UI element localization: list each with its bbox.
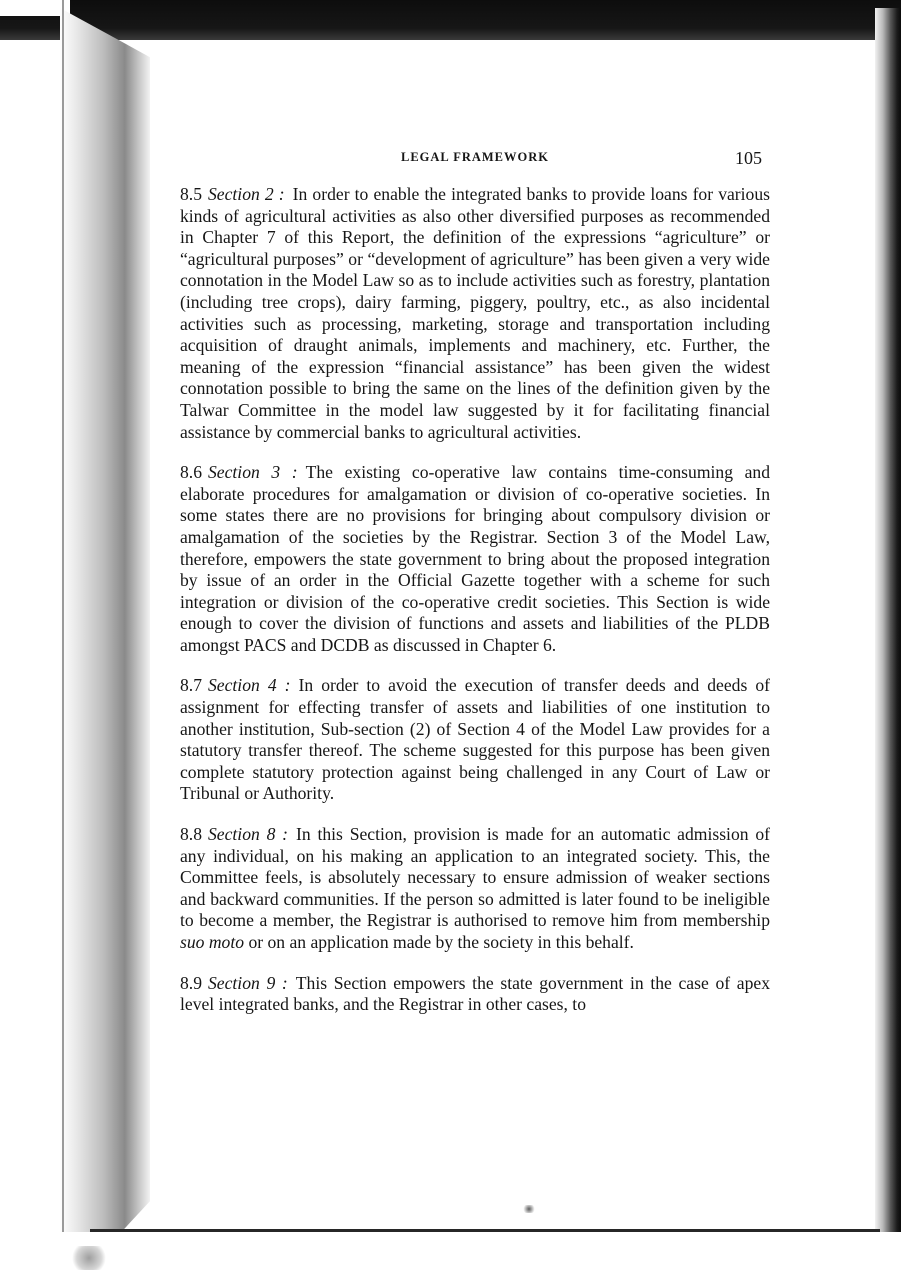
paragraph-text: This Section empowers the state government in the case of apex level integrated banks, and the Registrar in other cases, to	[180, 972, 770, 1015]
paragraph-text: In this Section, provision is made for an automatic admission of any individual, on his making an application to an integrated society. This, the Committee feels, is absolutely necessary to ensure admission of weaker sections and backward communities. If the person so admitted is later found to be ineligible to become a member, the Registrar is authorised to remove him from membership	[180, 824, 770, 931]
paragraph-text: In order to enable the integrated banks to provide loans for various kinds of agricultural activities as also other diversified purposes as recommended in Chapter 7 of this Report, the definition of the expressions “agriculture” or “agricultural purposes” or “development of agriculture” has been given a very wide connotation in the Model Law so as to include activities such as forestry, plantation (including tree crops), dairy farming, piggery, poultry, etc., as also incidental activities such as processing, marketing, storage and transportation including acquisition of draught animals, implements and machinery, etc. Further, the meaning of the expression “financial assistance” has been given the widest connotation possible to bring the same on the lines of the definition given by the Talwar Committee in the model law suggested by it for facilitating financial assistance by commercial banks to agricultural activities.	[180, 184, 770, 442]
paragraph-number: 8.8	[180, 824, 202, 845]
page-left-edge	[62, 0, 64, 1240]
paragraph-number: 8.9	[180, 972, 202, 993]
book-page	[180, 148, 770, 1208]
paragraph-number: 8.7	[180, 675, 202, 696]
paragraph-number: 8.5	[180, 184, 202, 204]
running-title: LEGAL FRAMEWORK	[401, 150, 549, 164]
paragraph-text: In order to avoid the execution of transfer deeds and deeds of assignment for effecting transfer of assets and liabilities of one institution to another institution, Sub-section (2) of Section 4 of the Model Law provides for a statutory transfer thereof. The scheme suggested for this purpose has been given complete statutory protection against being challenged in any Court of Law or Tribunal or Authority.	[180, 675, 770, 804]
italic-term: suo moto	[180, 932, 245, 952]
paragraph-8-9	[180, 973, 770, 1016]
section-heading: Section 2 :	[208, 184, 285, 204]
paragraph-8-5	[180, 184, 770, 443]
section-heading: Section 8 :	[208, 824, 289, 845]
page-number: 105	[735, 148, 762, 168]
paragraph-text-continued: or on an application made by the society in this behalf.	[248, 932, 634, 952]
scan-top-edge	[0, 0, 901, 40]
paragraph-text: The existing co-operative law contains time-consuming and elaborate procedures for amalgamation or division of co-operative societies. In some states there are no provisions for bringing about compulsory division or amalgamation of the societies by the Registrar. Section 3 of the Model Law, therefore, empowers the state government to bring about the proposed integration by issue of an order in the Official Gazette together with a scheme for such integration or division of the co-operative credit societies. This Section is wide enough to cover the division of functions and assets and liabilities of the PLDB amongst PACS and DCDB as discussed in Chapter 6.	[180, 462, 770, 655]
section-heading: Section 4 :	[208, 675, 291, 696]
scan-bottom-margin	[0, 1232, 901, 1273]
paragraph-8-7	[180, 675, 770, 805]
section-heading: Section 3 :	[208, 462, 298, 483]
section-heading: Section 9 :	[208, 972, 288, 993]
paragraph-number: 8.6	[180, 462, 202, 483]
running-head	[180, 148, 770, 176]
paragraph-8-6	[180, 462, 770, 656]
scan-right-edge	[875, 8, 901, 1248]
paragraph-8-8	[180, 824, 770, 954]
scan-smudge	[70, 1246, 108, 1270]
book-gutter-shadow	[60, 8, 150, 1238]
scan-top-corner	[0, 0, 70, 16]
